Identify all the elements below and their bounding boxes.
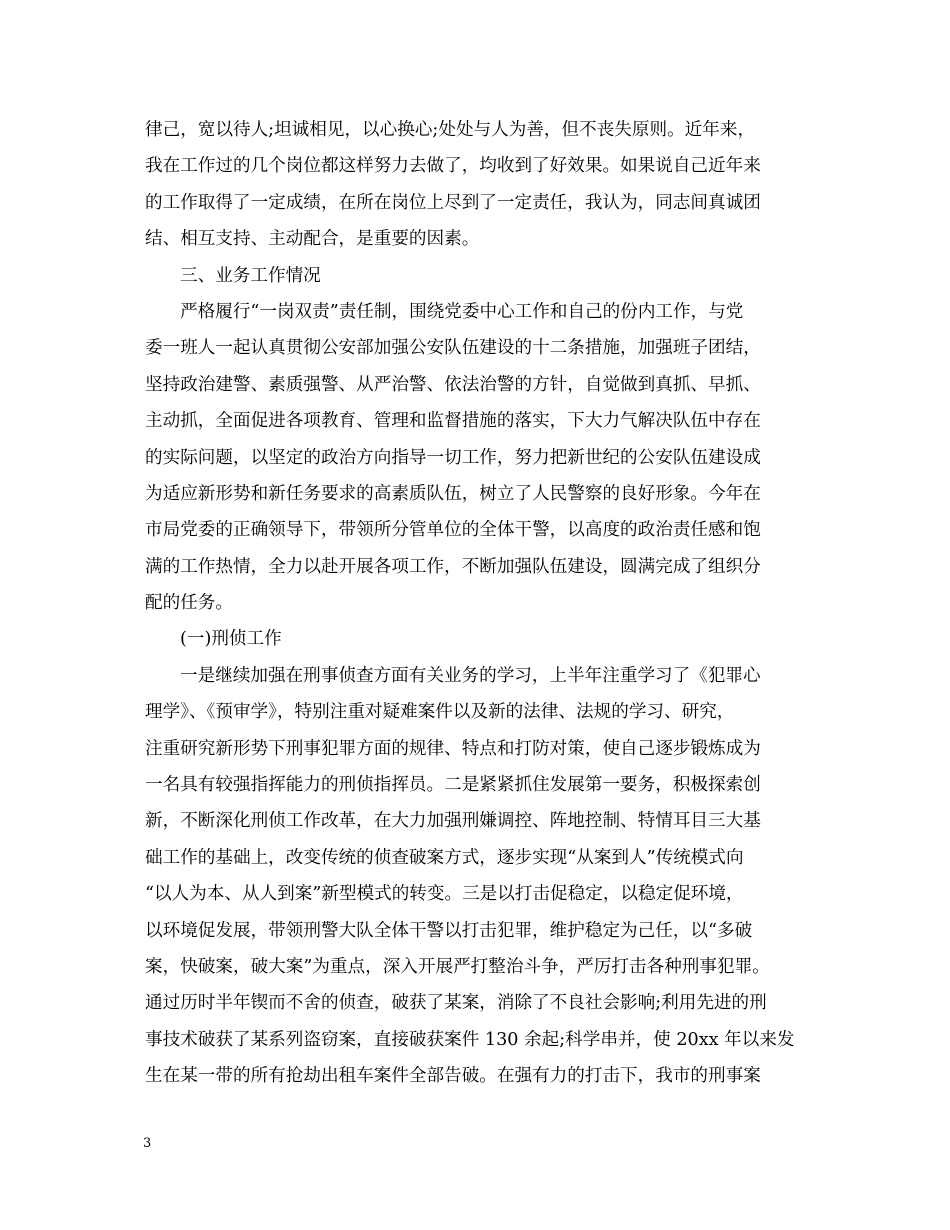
text-line: (一)刑侦工作 [180,629,282,650]
text-line: 满的工作热情，全力以赴开展各项工作，不断加强队伍建设，圆满完成了组织分 [145,556,761,577]
text-line: 委一班人一起认真贯彻公安部加强公安队伍建设的十二条措施，加强班子团结， [145,338,761,359]
text-line: 新，不断深化刑侦工作改革，在大力加强刑嫌调控、阵地控制、特情耳目三大基 [145,811,761,832]
page-number: 3 [143,1136,152,1151]
text-line: 一是继续加强在刑事侦查方面有关业务的学习，上半年注重学习了《犯罪心 [180,665,761,686]
text-line: 为适应新形势和新任务要求的高素质队伍，树立了人民警察的良好形象。今年在 [145,483,761,504]
text-line: 理学》、《预审学》，特别注重对疑难案件以及新的法律、法规的学习、研究， [145,702,735,723]
text-line: 础工作的基础上，改变传统的侦查破案方式，逐步实现“从案到人”传统模式向 [145,847,744,868]
text-line: 律己，宽以待人;坦诚相见，以心换心;处处与人为善，但不丧失原则。近年来， [145,120,756,140]
text-line: 配的任务。 [145,593,233,614]
text-line: 结、相互支持、主动配合，是重要的因素。 [145,229,480,250]
text-line: 坚持政治建警、素质强警、从严治警、依法治警的方针，自觉做到真抓、早抓、 [145,374,761,395]
text-line: 通过历时半年锲而不舍的侦查，破获了某案，消除了不良社会影响;利用先进的刑 [145,993,767,1014]
text-line: 事技术破获了某系列盗窃案，直接破获案件 130 余起;科学串并，使 20xx 年以来发 [145,1029,795,1050]
text-line: 的实际问题，以坚定的政治方向指导一切工作，努力把新世纪的公安队伍建设成 [145,447,761,468]
text-line: “以人为本、从人到案”新型模式的转变。三是以打击促稳定，以稳定促环境， [145,884,744,905]
body-text [145,112,825,1095]
text-line: 主动抓，全面促进各项教育、管理和监督措施的落实，下大力气解决队伍中存在 [145,411,761,432]
text-line: 案，快破案，破大案”为重点，深入开展严打整治斗争，严厉打击各种刑事犯罪。 [145,956,770,977]
text-line: 注重研究新形势下刑事犯罪方面的规律、特点和打防对策，使自己逐步锻炼成为 [145,738,761,759]
text-line: 以环境促发展，带领刑警大队全体干警以打击犯罪，维护稳定为己任，以“多破 [145,920,753,941]
text-line: 市局党委的正确领导下，带领所分管单位的全体干警，以高度的政治责任感和饱 [145,520,761,541]
text-line: 严格履行“一岗双责”责任制，围绕党委中心工作和自己的份内工作，与党 [180,301,744,322]
text-line: 三、业务工作情况 [180,265,321,286]
text-line: 生在某一带的所有抢劫出租车案件全部告破。在强有力的打击下，我市的刑事案 [145,1066,761,1087]
text-line: 的工作取得了一定成绩，在所在岗位上尽到了一定责任，我认为，同志间真诚团 [145,192,761,213]
text-line: 我在工作过的几个岗位都这样努力去做了，均收到了好效果。如果说自己近年来 [145,156,761,177]
text-line: 一名具有较强指挥能力的刑侦指挥员。二是紧紧抓住发展第一要务，积极探索创 [145,775,761,796]
